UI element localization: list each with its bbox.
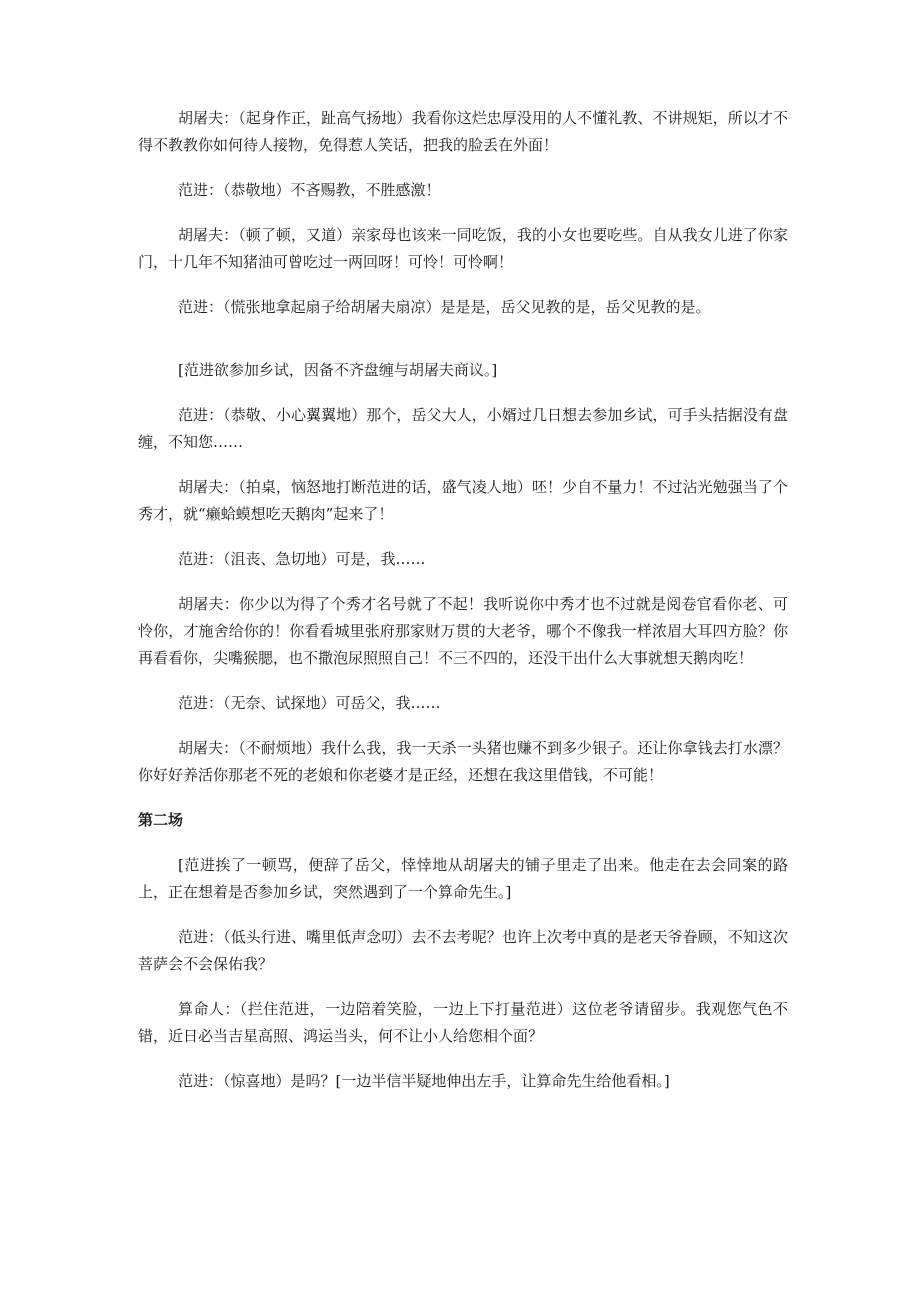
dialogue-paragraph: 范进：（沮丧、急切地）可是，我…… — [178, 550, 426, 568]
dialogue-paragraph: 胡屠夫：（顿了顿，又道）亲家母也该来一同吃饭，我的小女也要吃些。自从我女儿进了你家门，十几年不知猪油可曾吃过一两回呀！可怜！可怜啊！ — [138, 226, 788, 271]
dialogue-paragraph: 范进：（恭敬地）不吝赐教，不胜感激！ — [178, 181, 441, 199]
dialogue-paragraph: 胡屠夫：（起身作正，趾高气扬地）我看你这烂忠厚没用的人不懂礼教、不讲规矩，所以才不得不教教你如何待人接物，免得惹人笑话，把我的脸丢在外面！ — [138, 109, 788, 154]
dialogue-paragraph: 范进：（惊喜地）是吗？[一边半信半疑地伸出左手，让算命先生给他看相。] — [178, 1072, 670, 1090]
dialogue-paragraph: 胡屠夫：你少以为得了个秀才名号就了不起！我听说你中秀才也不过就是阅卷官看你老、可怜你，才施舍给你的！你看看城里张府那家财万贯的大老爷，哪个不像我一样浓眉大耳四方脸？你再看看你，尖嘴猴腮，也不撒泡尿照照自己！不三不四的，还没干出什么大事就想天鹅肉吃！ — [138, 595, 788, 667]
dialogue-paragraph: 范进：（无奈、试探地）可岳父，我…… — [178, 694, 441, 712]
dialogue-paragraph: 胡屠夫：（拍桌，恼怒地打断范进的话，盛气凌人地）呸！少自不量力！不过沾光勉强当了个秀才，就“癞蛤蟆想吃天鹅肉”起来了！ — [138, 478, 788, 523]
scene-heading: 第二场 — [138, 811, 184, 829]
dialogue-paragraph: 范进：（慌张地拿起扇子给胡屠夫扇凉）是是是，岳父见教的是，岳父见教的是。 — [178, 298, 711, 316]
stage-direction: [范进欲参加乡试，因备不齐盘缠与胡屠夫商议。] — [178, 361, 498, 379]
dialogue-paragraph: 胡屠夫：（不耐烦地）我什么我，我一天杀一头猪也赚不到多少银子。还让你拿钱去打水漂？你好好养活你那老不死的老娘和你老婆才是正经，还想在我这里借钱，不可能！ — [138, 739, 788, 784]
dialogue-paragraph: 算命人：（拦住范进，一边陪着笑脸，一边上下打量范进）这位老爷请留步。我观您气色不错，近日必当吉星高照、鸿运当头，何不让小人给您相个面？ — [138, 1000, 788, 1045]
dialogue-paragraph: 范进：（恭敬、小心翼翼地）那个，岳父大人，小婿过几日想去参加乡试，可手头拮据没有盘缠，不知您…… — [138, 406, 788, 451]
dialogue-paragraph: 范进：（低头行进、嘴里低声念叨）去不去考呢？也许上次考中真的是老天爷眷顾，不知这次菩萨会不会保佑我？ — [138, 928, 788, 973]
document-page — [138, 105, 788, 1113]
stage-direction: [范进挨了一顿骂，便辞了岳父，悻悻地从胡屠夫的铺子里走了出来。他走在去会同案的路上，正在想着是否参加乡试，突然遇到了一个算命先生。] — [138, 856, 788, 901]
